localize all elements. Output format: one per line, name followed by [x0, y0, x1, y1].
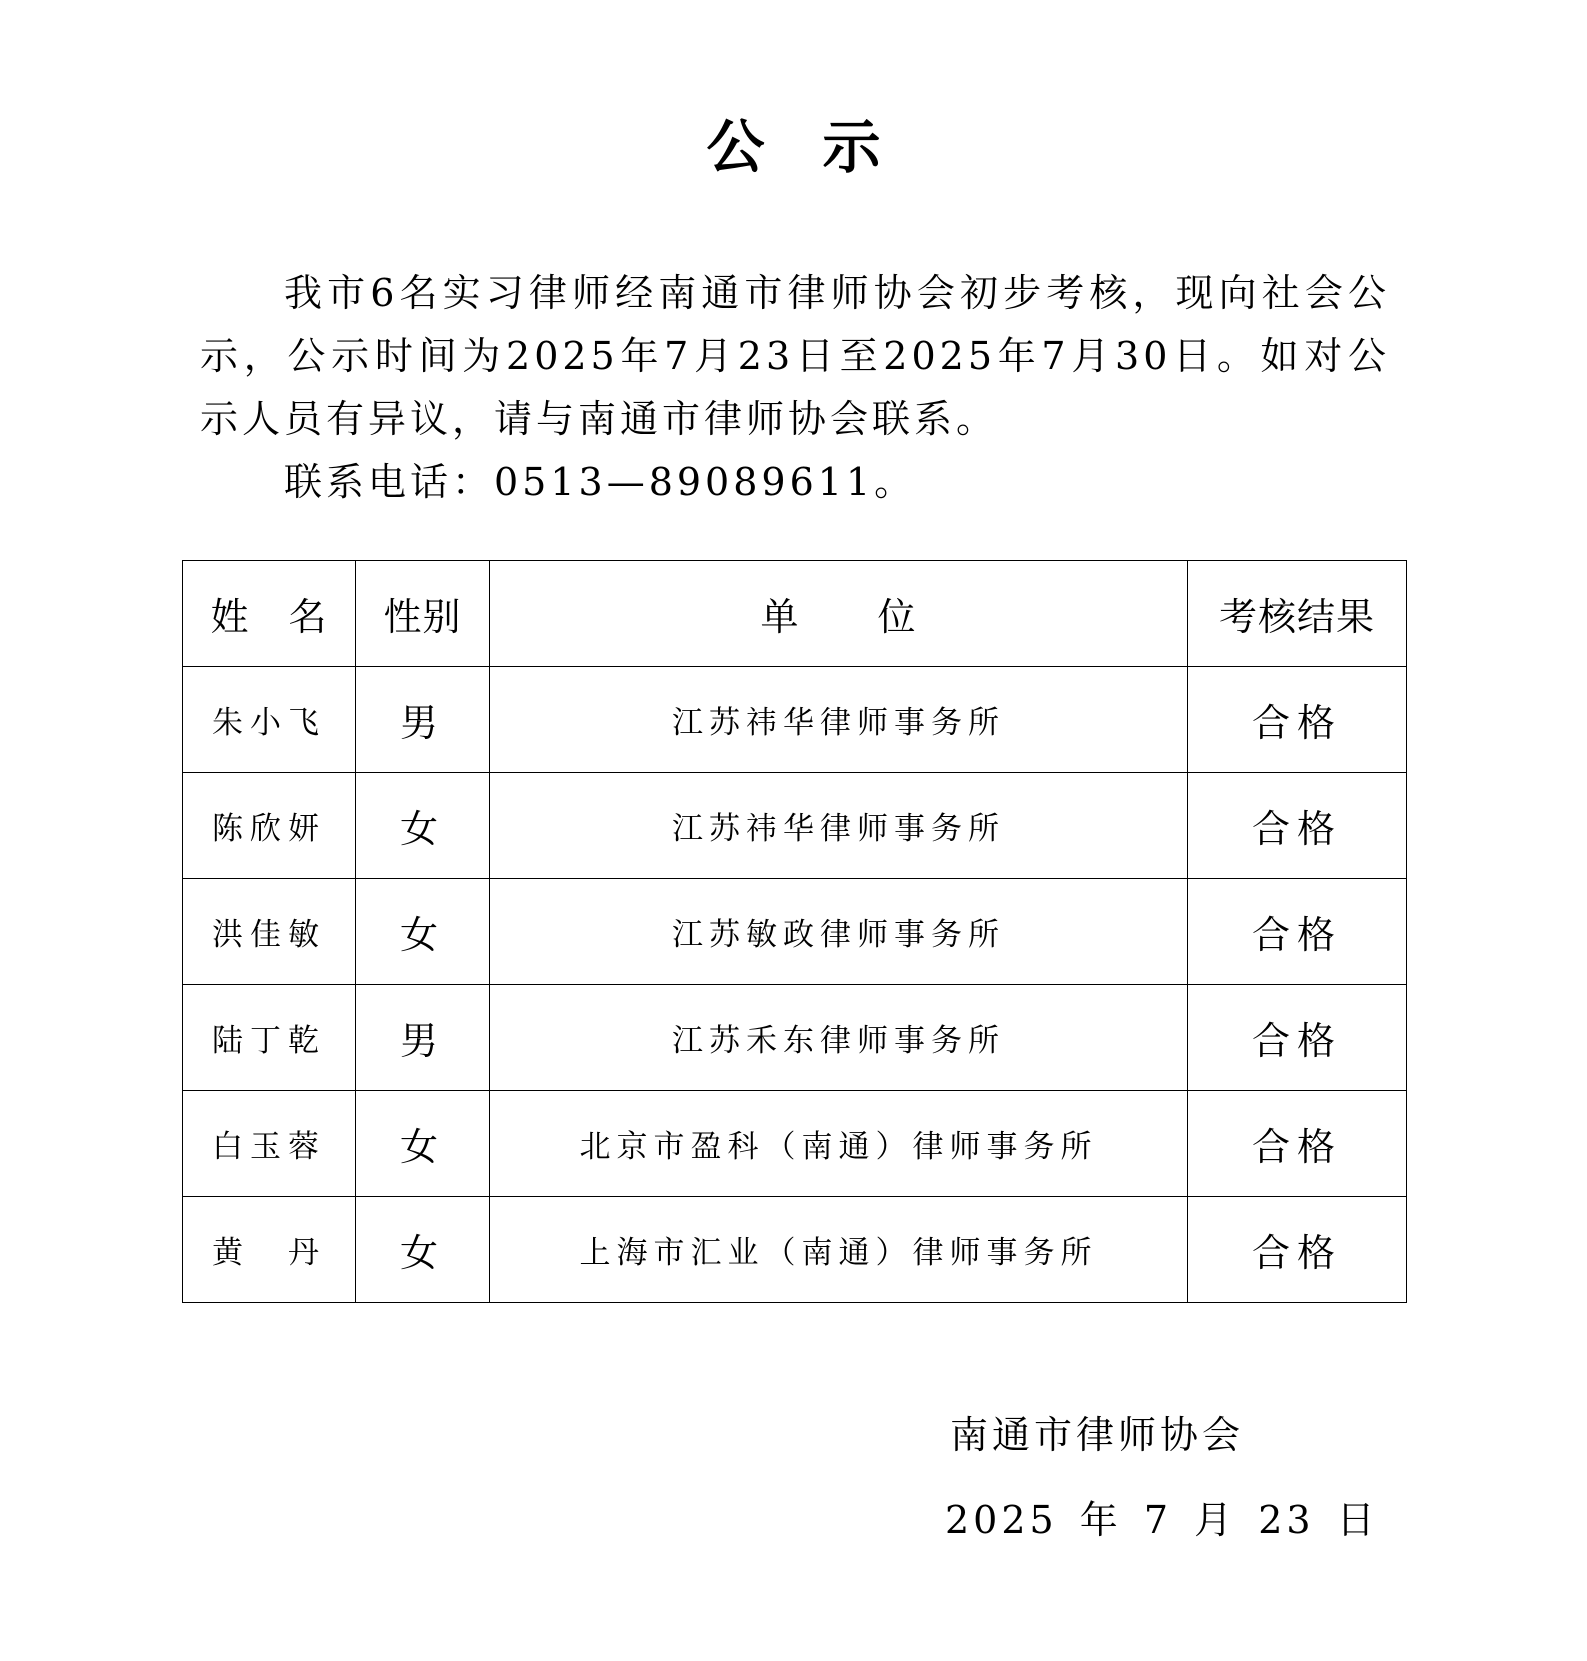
header-gender: 性别 — [356, 561, 490, 667]
cell-result: 合格 — [1188, 773, 1407, 879]
table-row — [183, 1197, 1407, 1303]
header-unit: 单 位 — [490, 561, 1188, 667]
roster-table — [182, 560, 1407, 1303]
header-name: 姓 名 — [183, 561, 356, 667]
cell-unit: 江苏祎华律师事务所 — [490, 667, 1188, 773]
cell-result: 合格 — [1188, 1197, 1407, 1303]
cell-gender: 男 — [356, 985, 490, 1091]
table-row — [183, 773, 1407, 879]
cell-name: 洪佳敏 — [183, 879, 356, 985]
cell-result: 合格 — [1188, 879, 1407, 985]
notice-body — [200, 262, 1390, 514]
cell-gender: 女 — [356, 1197, 490, 1303]
cell-name: 陆丁乾 — [183, 985, 356, 1091]
title-char-2: 示 — [822, 113, 881, 181]
cell-result: 合格 — [1188, 1091, 1407, 1197]
cell-unit: 北京市盈科（南通）律师事务所 — [490, 1091, 1188, 1197]
cell-unit: 江苏禾东律师事务所 — [490, 985, 1188, 1091]
cell-gender: 女 — [356, 773, 490, 879]
cell-unit: 江苏敏政律师事务所 — [490, 879, 1188, 985]
cell-gender: 女 — [356, 879, 490, 985]
cell-name: 朱小飞 — [183, 667, 356, 773]
title-char-1: 公 — [706, 113, 765, 181]
signature-date: 2025 年 7 月 23 日 — [945, 1498, 1379, 1542]
cell-result: 合格 — [1188, 985, 1407, 1091]
header-result: 考核结果 — [1188, 561, 1407, 667]
cell-unit: 上海市汇业（南通）律师事务所 — [490, 1197, 1188, 1303]
table-row — [183, 985, 1407, 1091]
table-row — [183, 667, 1407, 773]
table-header-row — [183, 561, 1407, 667]
cell-name: 白玉蓉 — [183, 1091, 356, 1197]
contact-phone: 联系电话：0513—89089611。 — [284, 460, 917, 504]
table-row — [183, 879, 1407, 985]
cell-name: 陈欣妍 — [183, 773, 356, 879]
cell-name: 黄 丹 — [183, 1197, 356, 1303]
notice-paragraph: 我市6名实习律师经南通市律师协会初步考核，现向社会公示，公示时间为2025年7月23日至2025年7月30日。如对公示人员有异议，请与南通市律师协会联系。 — [200, 271, 1390, 441]
cell-gender: 男 — [356, 667, 490, 773]
table-row — [183, 1091, 1407, 1197]
cell-unit: 江苏祎华律师事务所 — [490, 773, 1188, 879]
cell-gender: 女 — [356, 1091, 490, 1197]
signature-organization: 南通市律师协会 — [950, 1413, 1245, 1457]
signature-block — [945, 1405, 1379, 1550]
cell-result: 合格 — [1188, 667, 1407, 773]
document-title — [0, 112, 1587, 182]
